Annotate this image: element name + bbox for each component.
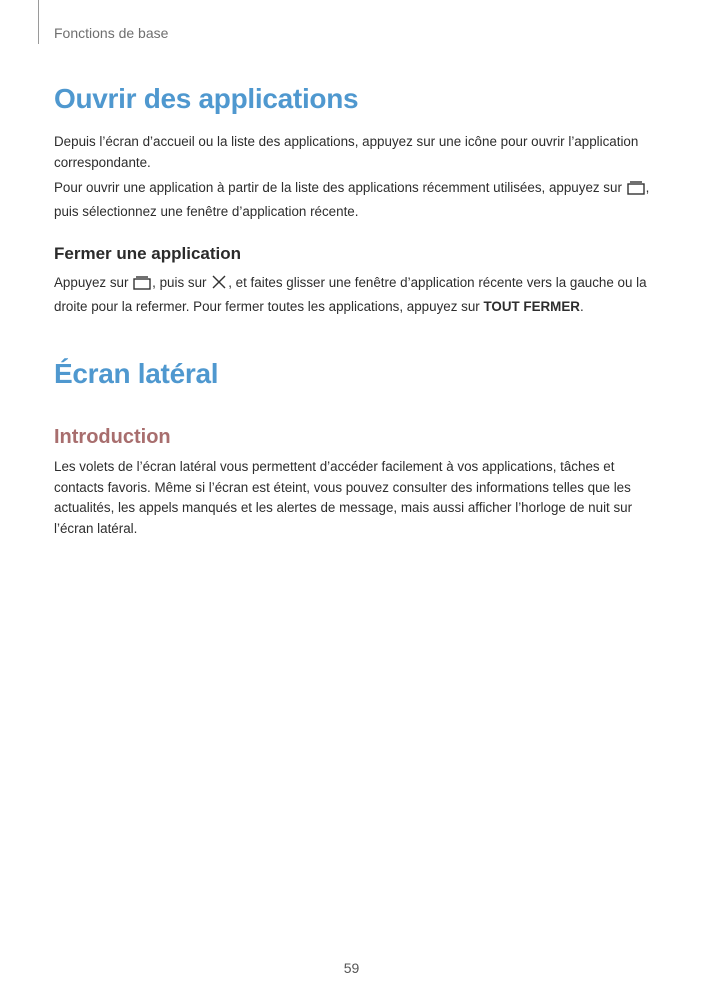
text-span: , et faites glisser une fenêtre d’application récente vers la gauche ou la droite pour la refermer. Pour fermer toutes les applications, appuyez sur: [54, 275, 647, 314]
text-span: Appuyez sur: [54, 275, 133, 290]
paragraph-open-apps-2: [54, 178, 654, 222]
close-icon: [211, 274, 227, 297]
text-span: .: [579, 298, 584, 314]
text-span: , puis sélectionnez une fenêtre d’application récente.: [54, 180, 650, 219]
recent-apps-icon: [627, 181, 645, 202]
running-header: Fonctions de base: [54, 25, 169, 41]
text-span: Pour ouvrir une application à partir de la liste des applications récemment utilisées, appuyez sur: [54, 180, 626, 195]
heading-introduction: Introduction: [54, 426, 171, 448]
recent-apps-icon: [133, 276, 151, 297]
page-content: [54, 80, 654, 539]
margin-rule: [38, 0, 39, 44]
heading-edge-screen: Écran latéral: [54, 358, 219, 389]
paragraph-introduction: Les volets de l’écran latéral vous permettent d’accéder facilement à vos applications, tâches et contacts favoris. Même si l’écran est éteint, vous pouvez consulter des informations telles que les actualités, les appels manqués et les alertes de message, mais aussi afficher l’horloge de nuit sur l’écran latéral.: [54, 459, 633, 536]
heading-close-app: Fermer une application: [54, 244, 242, 263]
text-span: , puis sur: [152, 275, 211, 290]
page-number: 59: [343, 960, 360, 976]
heading-open-apps: Ouvrir des applications: [54, 83, 359, 114]
tout-fermer-label: TOUT FERMER: [483, 298, 580, 314]
paragraph-open-apps-1: Depuis l’écran d’accueil ou la liste des applications, appuyez sur une icône pour ouvrir l’application correspondante.: [54, 134, 639, 170]
paragraph-close-app: [54, 273, 654, 317]
